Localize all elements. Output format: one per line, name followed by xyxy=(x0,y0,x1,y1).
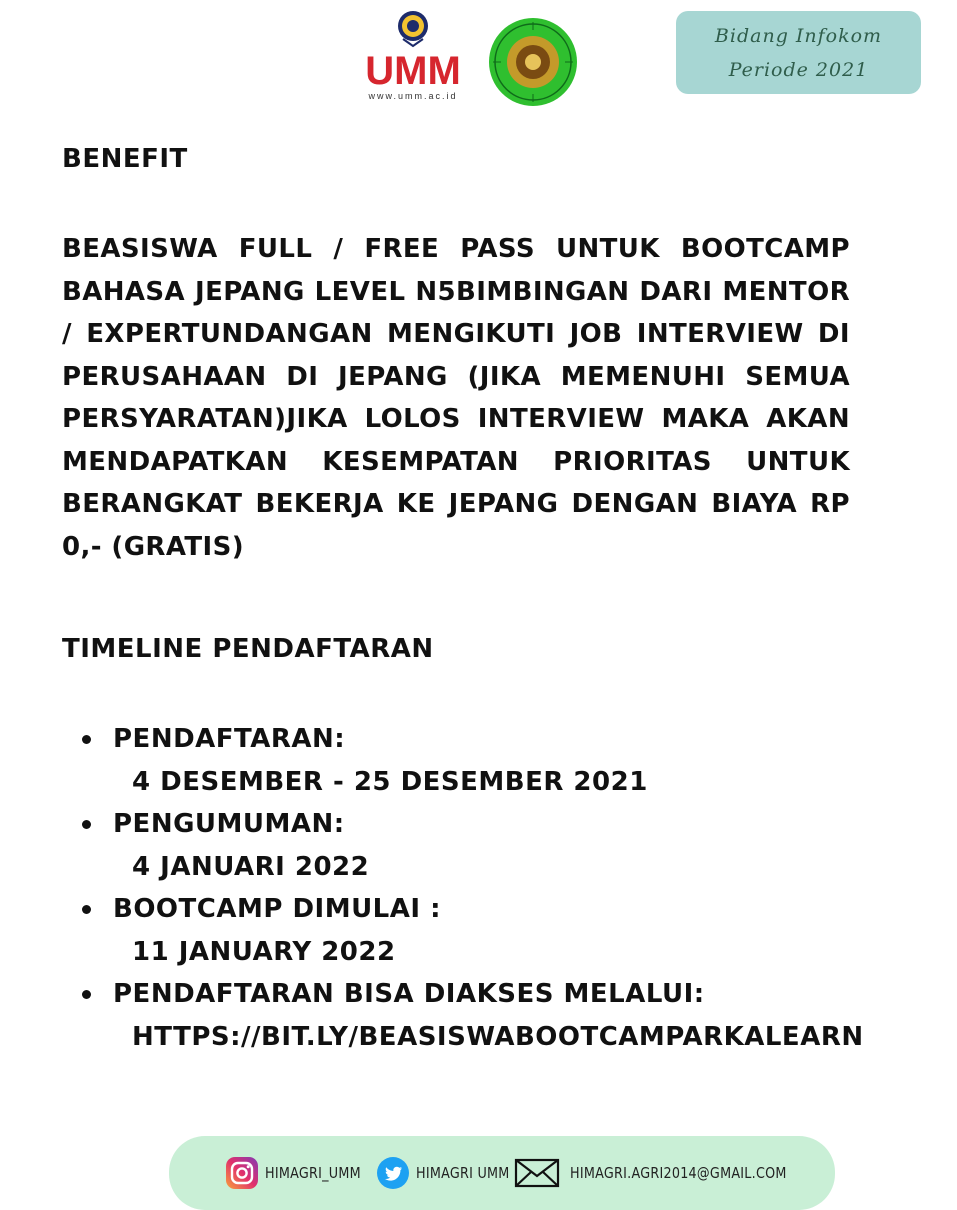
timeline-item-label: BOOTCAMP DIMULAI : xyxy=(113,894,441,924)
email-address: HIMAGRI.AGRI2014@GMAIL.COM xyxy=(570,1164,787,1182)
timeline-item xyxy=(82,973,932,1058)
himagri-logo xyxy=(484,16,582,108)
twitter-contact[interactable] xyxy=(376,1156,526,1190)
benefit-body: BEASISWA FULL / FREE PASS UNTUK BOOTCAMP BAHASA JEPANG LEVEL N5BIMBINGAN DARI MENTOR / EXPERTUNDANGAN MENGIKUTI JOB INTERVIEW DI PERUSAHAAN DI JEPANG (JIKA MEMENUHI SEMUA PERSYARATAN)JIKA LOLOS INTERVIEW MAKA AKAN MENDAPATKAN KESEMPATAN PRIORITAS UNTUK BERANGKAT BEKERJA KE JEPANG DENGAN BIAYA RP 0,- (GRATIS) xyxy=(62,234,850,562)
timeline-list xyxy=(82,718,932,1058)
contact-footer xyxy=(169,1136,835,1210)
instagram-icon xyxy=(225,1156,259,1190)
benefit-title: BENEFIT xyxy=(62,144,188,174)
umm-logo xyxy=(352,6,474,106)
umm-logo-text: UMM xyxy=(365,49,461,93)
timeline-item-label: PENGUMUMAN: xyxy=(113,809,345,839)
instagram-handle: HIMAGRI_UMM xyxy=(265,1164,361,1182)
timeline-item xyxy=(82,803,932,888)
timeline-item-value: 11 JANUARY 2022 xyxy=(132,936,396,967)
timeline-item-value: 4 DESEMBER - 25 DESEMBER 2021 xyxy=(132,766,648,797)
badge-period: Periode 2021 xyxy=(728,58,869,81)
bullet-icon xyxy=(82,905,91,914)
umm-url: www.umm.ac.id xyxy=(368,91,458,101)
mail-icon xyxy=(514,1157,560,1189)
email-contact[interactable] xyxy=(514,1156,825,1190)
timeline-item-label: PENDAFTARAN BISA DIAKSES MELALUI: xyxy=(113,979,705,1009)
bullet-icon xyxy=(82,990,91,999)
registration-link[interactable]: HTTPS://BIT.LY/BEASISWABOOTCAMPARKALEARN xyxy=(132,1021,864,1052)
instagram-contact[interactable] xyxy=(225,1156,378,1190)
timeline-item xyxy=(82,888,932,973)
timeline-item-label: PENDAFTARAN: xyxy=(113,724,346,754)
department-badge xyxy=(676,11,921,94)
timeline-item-value: 4 JANUARI 2022 xyxy=(132,851,370,882)
twitter-handle: HIMAGRI UMM xyxy=(416,1164,510,1182)
timeline-title: TIMELINE PENDAFTARAN xyxy=(62,634,434,664)
twitter-icon xyxy=(376,1156,410,1190)
badge-department: Bidang Infokom xyxy=(714,24,883,47)
bullet-icon xyxy=(82,735,91,744)
timeline-item xyxy=(82,718,932,803)
header-logos xyxy=(352,6,592,106)
bullet-icon xyxy=(82,820,91,829)
